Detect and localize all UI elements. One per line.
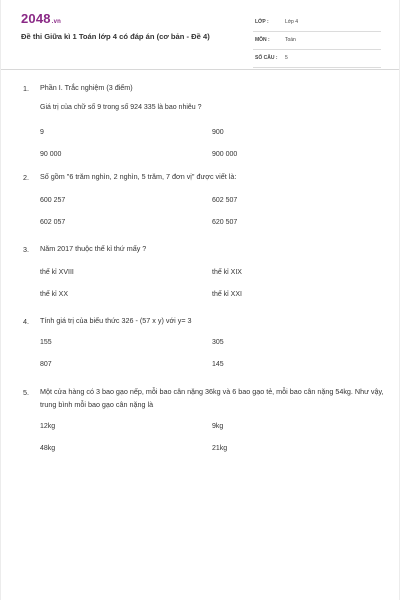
option-c[interactable]: 807 [40, 361, 52, 368]
meta-row-count [253, 50, 381, 68]
question-number: 4. [23, 317, 29, 326]
meta-value: Lớp 4 [285, 19, 299, 25]
option-c[interactable]: thế kỉ XX [40, 291, 69, 298]
meta-value: Toán [285, 37, 296, 43]
option-a[interactable]: 9 [40, 129, 44, 136]
question-text: Năm 2017 thuộc thế kỉ thứ mấy ? [40, 244, 147, 253]
option-c[interactable]: 48kg [40, 445, 56, 452]
option-d[interactable]: 620 507 [212, 219, 238, 226]
meta-value: 5 [285, 55, 288, 61]
question-number: 5. [23, 388, 29, 397]
meta-row-class [253, 14, 381, 32]
option-d[interactable]: 21kg [212, 445, 228, 452]
question-number: 2. [23, 173, 29, 182]
option-c[interactable]: 90 000 [40, 151, 62, 158]
option-d[interactable]: 145 [212, 361, 224, 368]
option-b[interactable]: 900 [212, 129, 224, 136]
meta-info [253, 14, 381, 68]
option-a[interactable]: thế kỉ XVIII [40, 269, 74, 276]
question-text: Số gồm "6 trăm nghìn, 2 nghìn, 5 trăm, 7 đơn vị" được viết là: [40, 172, 237, 181]
page-title: Đề thi Giữa kì 1 Toán lớp 4 có đáp án (cơ bản - Đề 4) [21, 32, 210, 41]
question-text: Một cửa hàng có 3 bao gạo nếp, mỗi bao cân nặng 36kg và 6 bao gạo tẻ, mỗi bao cân nặng 54kg. Như vậy, trung bình mỗi bao gạo cân nặng là [40, 387, 384, 409]
question-subtext: Giá trị của chữ số 9 trong số 924 335 là bao nhiêu ? [40, 104, 202, 111]
header [1, 0, 399, 70]
option-a[interactable]: 600 257 [40, 197, 66, 204]
question-number: 1. [23, 84, 29, 93]
site-logo[interactable]: 2048.vn [21, 11, 62, 26]
question-number: 3. [23, 245, 29, 254]
option-b[interactable]: 602 507 [212, 197, 238, 204]
option-d[interactable]: thế kỉ XXI [212, 291, 242, 298]
meta-label: LỚP : [255, 19, 269, 25]
meta-label: MÔN : [255, 37, 270, 43]
option-b[interactable]: 305 [212, 339, 224, 346]
option-a[interactable]: 155 [40, 339, 52, 346]
option-c[interactable]: 602 057 [40, 219, 66, 226]
meta-row-subject [253, 32, 381, 50]
question-text: Tính giá trị của biểu thức 326 - (57 x y) với y= 3 [40, 316, 192, 325]
question-text: Phần I. Trắc nghiệm (3 điểm) [40, 83, 133, 92]
option-d[interactable]: 900 000 [212, 151, 238, 158]
option-a[interactable]: 12kg [40, 423, 56, 430]
meta-label: SỐ CÂU : [255, 55, 278, 61]
option-b[interactable]: 9kg [212, 423, 224, 430]
option-b[interactable]: thế kỉ XIX [212, 269, 242, 276]
